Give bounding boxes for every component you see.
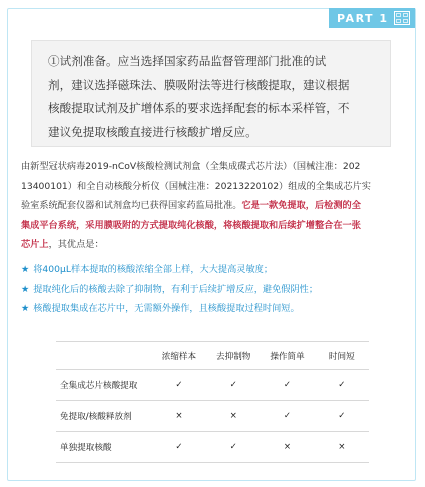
table-row — [56, 432, 369, 463]
table-header-row — [56, 342, 369, 370]
table-header-cell — [56, 342, 152, 370]
table-header-cell: 时间短 — [315, 342, 369, 370]
part-badge — [329, 8, 415, 28]
highlight-text: 芯片上 — [21, 239, 49, 251]
star-icon: ★ — [21, 303, 30, 315]
quote-line: ①试剂准备。应当选择国家药品监督管理部门批准的试 — [48, 54, 327, 68]
quote-box — [31, 40, 391, 147]
paragraph-line: 13400101）和全自动核酸分析仪（国械注准：20213220102）组成的全集成芯片实 — [21, 180, 371, 192]
paragraph-line — [21, 196, 406, 216]
table-row — [56, 370, 369, 401]
cross-mark: × — [206, 401, 260, 432]
list-item-text: 提取纯化后的核酸去除了抑制物，有利于后续扩增反应，避免假阴性； — [33, 283, 319, 295]
paragraph-line: 由新型冠状病毒2019-nCoV核酸检测试剂盒（全集成碟式芯片法）（国械注准：202 — [21, 161, 361, 172]
cross-mark: × — [315, 432, 369, 463]
row-label: 全集成芯片核酸提取 — [56, 370, 152, 401]
table-row — [56, 401, 369, 432]
highlight-text: 它是一款免提取，后检测的全 — [241, 200, 361, 212]
list-item-text: 核酸提取集成在芯片中，无需额外操作，且核酸提取过程时间短。 — [33, 303, 300, 315]
list-item-text: 将400μL样本提取的核酸浓缩全部上样，大大提高灵敏度； — [33, 264, 274, 275]
comparison-table — [56, 341, 369, 463]
cross-mark: × — [260, 432, 314, 463]
table-header-cell: 去抑制物 — [206, 342, 260, 370]
check-mark: ✓ — [206, 432, 260, 463]
list-item — [21, 280, 406, 300]
list-item — [21, 299, 406, 319]
star-icon: ★ — [21, 283, 30, 295]
table-header-cell: 操作简单 — [260, 342, 314, 370]
paragraph-text: 验室系统配套仪器和试剂盒均已获得国家药监局批准。 — [21, 200, 242, 212]
advantage-list — [21, 260, 406, 319]
list-item — [21, 260, 406, 280]
table-header-cell: 浓缩样本 — [152, 342, 206, 370]
part-label: PART 1 — [337, 11, 389, 25]
star-icon: ★ — [21, 264, 30, 275]
check-mark: ✓ — [315, 370, 369, 401]
row-label: 免提取/核酸释放剂 — [56, 401, 152, 432]
cross-mark: × — [152, 401, 206, 432]
intro-paragraph — [21, 157, 406, 255]
quote-line: 建议免提取核酸直接进行核酸扩增反应。 — [48, 124, 257, 139]
check-mark: ✓ — [260, 370, 314, 401]
row-label: 单独提取核酸 — [56, 432, 152, 463]
paragraph-line — [21, 235, 406, 255]
check-mark: ✓ — [206, 370, 260, 401]
check-mark: ✓ — [260, 401, 314, 432]
grid-icon — [394, 11, 410, 25]
check-mark: ✓ — [152, 370, 206, 401]
check-mark: ✓ — [152, 432, 206, 463]
quote-line: 剂，建议选择磁珠法、膜吸附法等进行核酸提取，建议根据 — [48, 77, 350, 92]
highlight-line: 集成平台系统，采用膜吸附的方式提取纯化核酸，将核酸提取和后续扩增整合在一张 — [21, 219, 361, 231]
paragraph-text: ，其优点是： — [48, 239, 104, 251]
quote-line: 核酸提取试剂及扩增体系的要求选择配套的标本采样管，不 — [48, 101, 350, 115]
check-mark: ✓ — [315, 401, 369, 432]
